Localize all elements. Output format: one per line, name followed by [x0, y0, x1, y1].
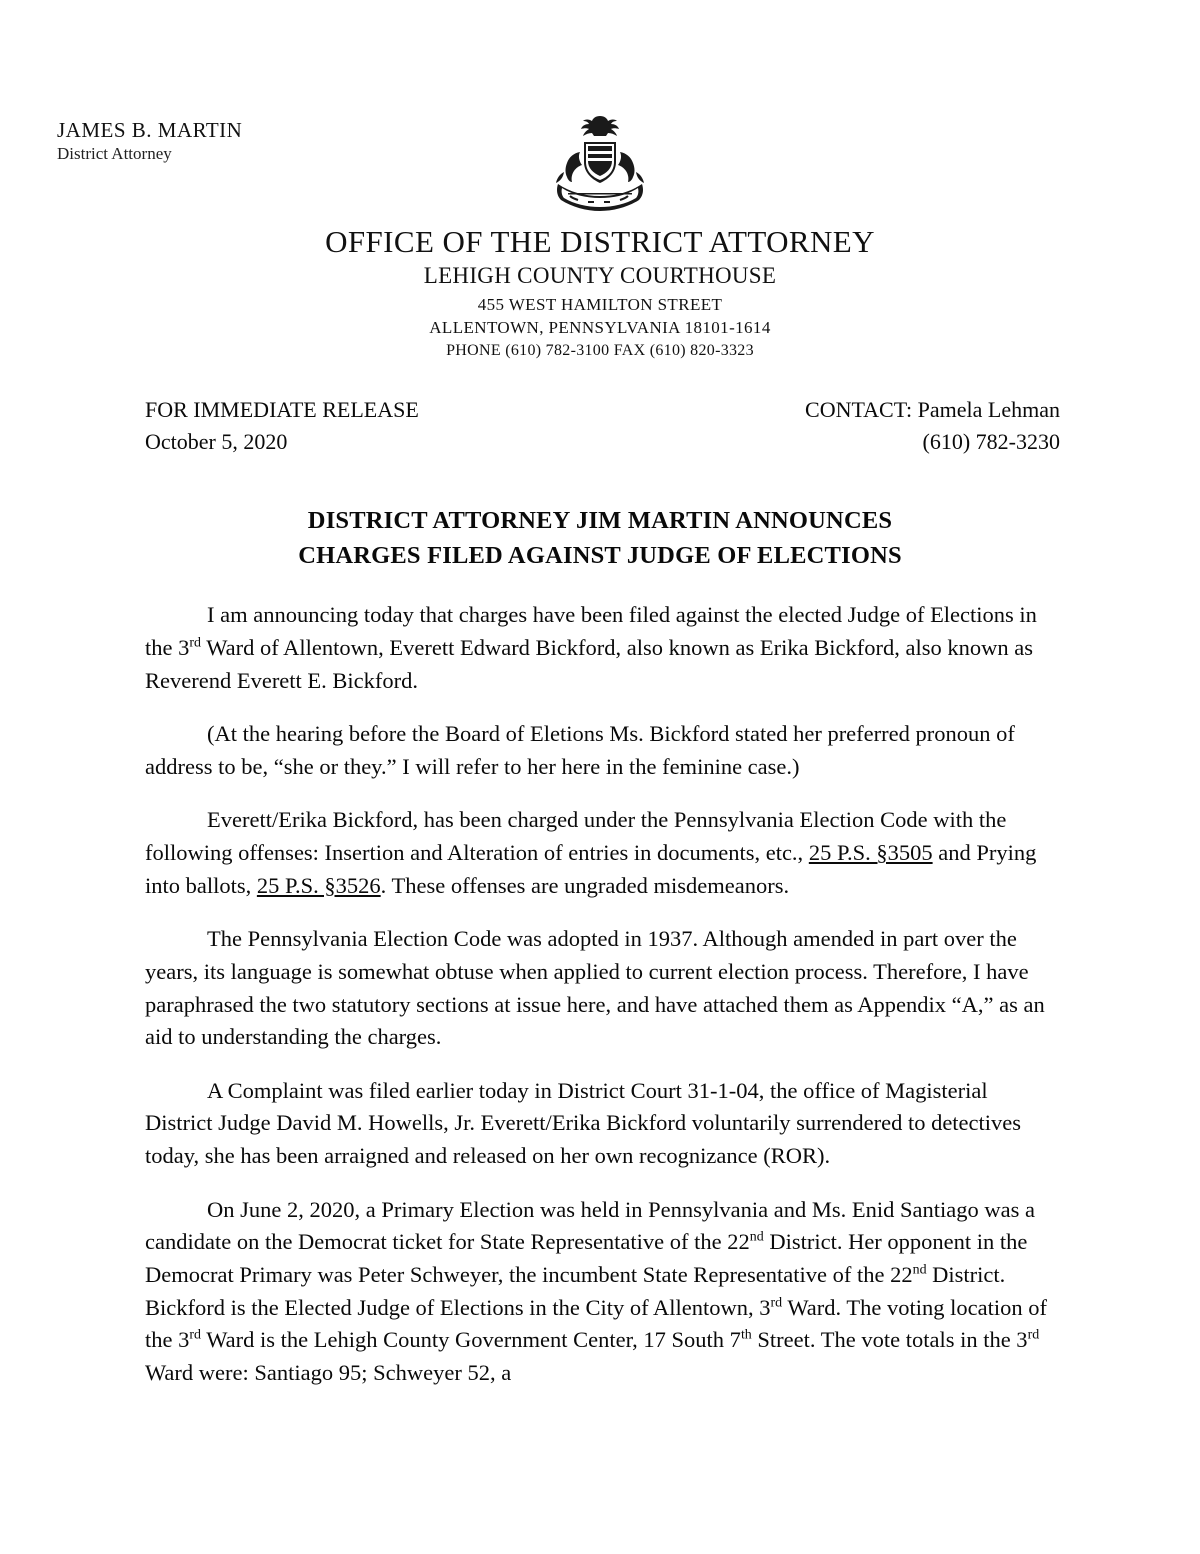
release-date: October 5, 2020: [145, 428, 288, 454]
paragraph-2: (At the hearing before the Board of Eletions Ms. Bickford stated her preferred pronoun of address to be, “she or they.” I will refer to her here in the feminine case.): [145, 721, 1015, 779]
ordinal-suffix: rd: [1027, 1327, 1040, 1343]
paragraph-5: A Complaint was filed earlier today in District Court 31-1-04, the office of Magisterial District Judge David M. Howells, Jr. Everett/Erika Bickford voluntarily surrendered to detectives today, she has been arraigned and released on her own recognizance (ROR).: [145, 1077, 1022, 1169]
pennsylvania-state-coat-of-arms-icon: [534, 112, 666, 212]
paragraph-3: [145, 804, 1058, 902]
paragraph-6-text-c: District. Bickford is the Elected Judge of Elections in the City of Allentown, 3: [145, 1261, 1006, 1320]
paragraph-1-text-b: Ward of Allentown, Everett Edward Bickford, also known as Erika Bickford, also known as Reverend Everett E. Bickford.: [145, 634, 1033, 693]
paragraph-4: The Pennsylvania Election Code was adopted in 1937. Although amended in part over the years, its language is somewhat obtuse when applied to current election process. Therefore, I have paraphrased the two statutory sections at issue here, and have attached them as Appendix “A,” as an aid to understanding the charges.: [145, 926, 1045, 1050]
city-state-zip-line: ALLENTOWN, PENNSYLVANIA 18101-1614: [429, 318, 771, 337]
officer-title: District Attorney: [57, 143, 172, 163]
org-line-1: OFFICE OF THE DISTRICT ATTORNEY: [325, 224, 875, 259]
org-line-2: LEHIGH COUNTY COURTHOUSE: [423, 263, 777, 288]
officer-name: JAMES B. MARTIN: [57, 118, 243, 142]
release-meta-right: [805, 394, 1060, 458]
paragraph-3-text-b: and Prying into ballots,: [145, 840, 1037, 898]
body-copy: [145, 599, 1058, 1389]
paragraph-3-text-a: Everett/Erika Bickford, has been charged under the Pennsylvania Election Code with the following offenses: Insertion and Alteration of entries in documents, etc.,: [145, 807, 1007, 866]
headline-line-2: CHARGES FILED AGAINST JUDGE OF ELECTIONS: [298, 541, 902, 569]
paragraph-6-text-g: Ward were: Santiago 95; Schweyer 52, a: [145, 1359, 512, 1385]
officer-block: [57, 118, 242, 164]
contact-phone: (610) 782-3230: [922, 428, 1060, 454]
paragraph-6: [145, 1194, 1058, 1390]
paragraph-6-text-e: Ward is the Lehigh County Government Center, 17 South 7: [201, 1327, 741, 1353]
release-status: FOR IMMEDIATE RELEASE: [145, 397, 419, 422]
ordinal-suffix: nd: [912, 1262, 927, 1278]
release-meta-left: [145, 394, 419, 458]
release-meta-row: [145, 394, 1060, 458]
page-title: [120, 504, 1080, 574]
org-address-block: [0, 224, 1200, 360]
paragraph-6-text-a: On June 2, 2020, a Primary Election was held in Pennsylvania and Ms. Enid Santiago was a candidate on the Democrat ticket for State Representative of the 22: [145, 1196, 1035, 1255]
contact-name: CONTACT: Pamela Lehman: [805, 397, 1060, 422]
ordinal-suffix: th: [740, 1327, 752, 1343]
headline-line-1: DISTRICT ATTORNEY JIM MARTIN ANNOUNCES: [307, 506, 893, 534]
letterhead: [0, 0, 1200, 360]
phone-fax-line: PHONE (610) 782-3100 FAX (610) 820-3323: [446, 342, 754, 359]
paragraph-6-text-d: Ward. The voting location of the 3: [145, 1294, 1047, 1353]
address-line: 455 WEST HAMILTON STREET: [477, 295, 723, 314]
paragraph-1-text-a: I am announcing today that charges have been filed against the elected Judge of Elections in the 3: [145, 602, 1037, 660]
paragraph-6-text-b: District. Her opponent in the Democrat Primary was Peter Schweyer, the incumbent State Representative of the 22: [145, 1229, 1028, 1287]
statute-citation-2: 25 P.S. §3526: [256, 872, 381, 898]
ordinal-suffix: rd: [189, 635, 201, 651]
ordinal-suffix: rd: [189, 1327, 201, 1343]
ordinal-suffix: nd: [749, 1229, 764, 1245]
statute-citation-1: 25 P.S. §3505: [808, 840, 933, 866]
ordinal-suffix: rd: [770, 1295, 783, 1311]
paragraph-1: [145, 599, 1058, 697]
paragraph-3-text-c: . These offenses are ungraded misdemeanors.: [380, 872, 790, 898]
paragraph-6-text-f: Street. The vote totals in the 3: [751, 1327, 1028, 1353]
